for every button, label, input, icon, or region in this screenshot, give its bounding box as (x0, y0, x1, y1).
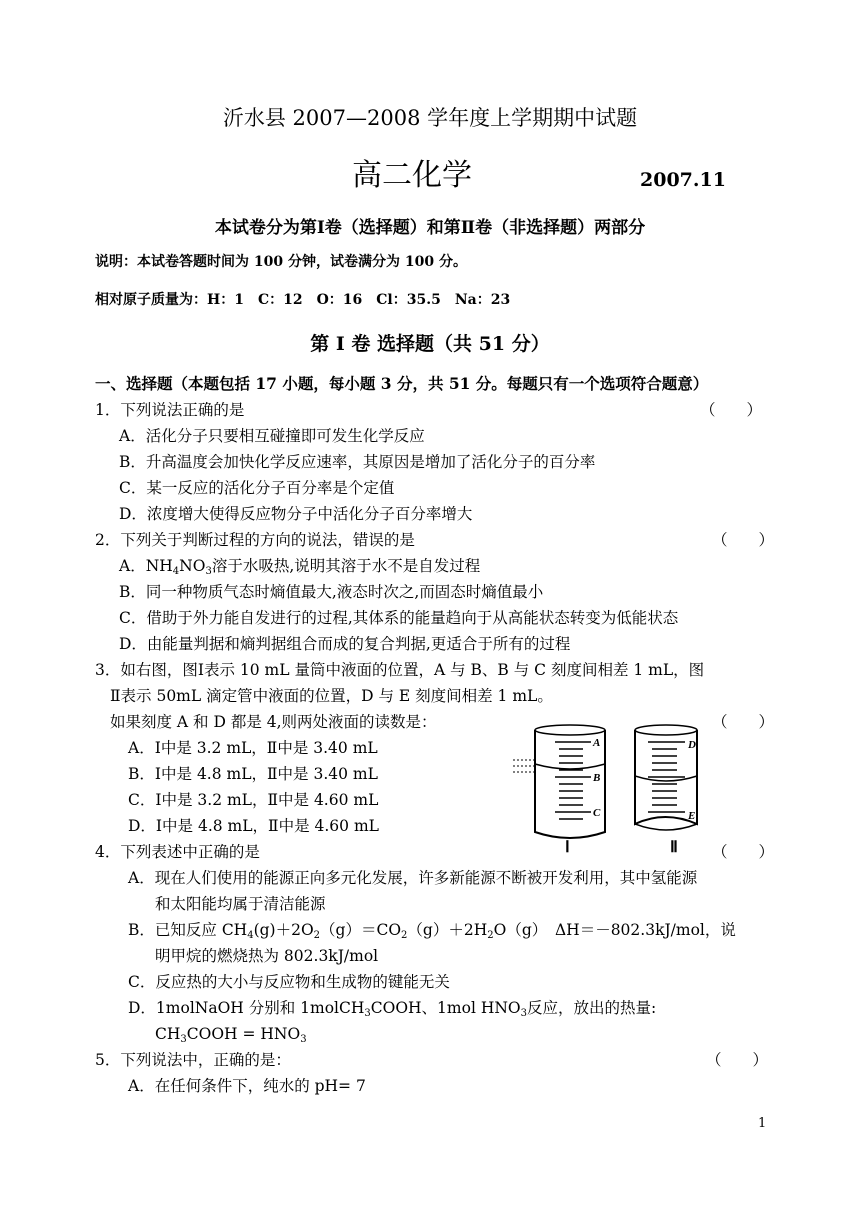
subject-title: 高二化学 (352, 158, 472, 193)
label-a: A (593, 737, 601, 749)
q5-answer-blank[interactable]: （ ） (706, 1051, 769, 1069)
q4-stem: 4．下列表述中正确的是 (95, 843, 260, 861)
label-d: D (688, 739, 696, 751)
q3-stem-line1: 3．如右图，图Ⅰ表示 10 mL 量筒中液面的位置，A 与 B、B 与 C 刻度间相差 1 mL，图 (95, 661, 705, 679)
q4-option-a-line1: A．现在人们使用的能源正向多元化发展，许多新能源不断被开发利用，其中氢能源 (128, 869, 698, 887)
q2-option-a: A．$NH_4NO_3$溶于水吸热,说明其溶于水不是自发过程 (119, 557, 481, 577)
page-number: 1 (758, 1116, 767, 1131)
q2-option-b: B．同一种物质气态时熵值最大,液态时次之,而固态时熵值最小 (119, 583, 544, 601)
q3-figure (505, 720, 725, 860)
label-b: B (593, 772, 601, 784)
q3-stem-line2: Ⅱ表示 50mL 滴定管中液面的位置，D 与 E 刻度间相差 1 mL。 (110, 687, 553, 705)
q3-answer-blank[interactable]: （ ） (712, 713, 775, 731)
caption-1: Ⅰ (565, 839, 570, 856)
label-e: E (688, 810, 696, 822)
q1-answer-blank[interactable]: （ ） (700, 401, 763, 419)
atomic-masses: 相对原子质量为：H：1 C：12 O：16 Cl：35.5 Na：23 (95, 292, 511, 308)
q4-option-d-line2: $CH_3COOH = HNO_3$ (155, 1025, 307, 1045)
cylinder-1 (513, 725, 605, 838)
exam-note: 说明：本试卷答题时间为 100 分钟，试卷满分为 100 分。 (95, 254, 467, 270)
q3-option-c: C．Ⅰ中是 3.2 mL，Ⅱ中是 4.60 mL (128, 791, 379, 809)
exam-date: 2007.11 (640, 169, 726, 191)
q3-option-d: D．Ⅰ中是 4.8 mL，Ⅱ中是 4.60 mL (128, 817, 379, 835)
q2-stem: 2．下列关于判断过程的方向的说法，错误的是 (95, 531, 415, 549)
q2-answer-blank[interactable]: （ ） (712, 531, 775, 549)
section-title: 第 I 卷 选择题（共 51 分） (310, 333, 550, 355)
q3-stem-line3: 如果刻度 A 和 D 都是 4,则两处液面的读数是： (110, 713, 437, 731)
q4-option-c: C．反应热的大小与反应物和生成物的键能无关 (128, 973, 450, 991)
q4-option-b-line2: 明甲烷的燃烧热为 802.3kJ/mol (155, 947, 379, 965)
q1-option-d: D．浓度增大使得反应物分子中活化分子百分率增大 (119, 505, 473, 523)
section-instruction: 一、选择题（本题包括 17 小题，每小题 3 分，共 51 分。每题只有一个选项符合题意） (95, 374, 709, 393)
q2-option-d: D．由能量判据和熵判据组合而成的复合判据,更适合于所有的过程 (119, 635, 571, 653)
q5-stem: 5．下列说法中，正确的是： (95, 1051, 291, 1069)
exam-intro: 本试卷分为第Ⅰ卷（选择题）和第Ⅱ卷（非选择题）两部分 (214, 218, 646, 238)
q3-option-a: A．Ⅰ中是 3.2 mL，Ⅱ中是 3.40 mL (128, 739, 378, 757)
q4-option-a-line2: 和太阳能均属于清洁能源 (155, 895, 326, 913)
q2-option-c: C．借助于外力能自发进行的过程,其体系的能量趋向于从高能状态转变为低能状态 (119, 609, 679, 627)
q1-option-a: A．活化分子只要相互碰撞即可发生化学反应 (119, 427, 425, 445)
label-c: C (593, 807, 601, 819)
q4-answer-blank[interactable]: （ ） (712, 843, 775, 861)
q4-option-b-line1: B．已知反应 $CH_4(g)+2O_2(g)=CO_2(g)+2H_2O(g)$ ΔH＝－802.3kJ/mol，说 (128, 921, 736, 941)
q5-option-a: A．在任何条件下，纯水的 pH= 7 (128, 1077, 366, 1095)
q4-option-d-line1: D．1molNaOH 分别和 1molCH$_3$COOH、1mol $HNO_3$反应，放出的热量: (128, 999, 657, 1019)
cylinder-2 (635, 725, 697, 830)
q3-option-b: B．Ⅰ中是 4.8 mL，Ⅱ中是 3.40 mL (128, 765, 378, 783)
q1-option-b: B．升高温度会加快化学反应速率，其原因是增加了活化分子的百分率 (119, 453, 596, 471)
caption-2: Ⅱ (670, 839, 678, 856)
exam-title: 沂水县 2007—2008 学年度上学期期中试题 (222, 106, 638, 130)
q1-option-c: C．某一反应的活化分子百分率是个定值 (119, 479, 395, 497)
q1-stem: 1．下列说法正确的是 (95, 401, 245, 419)
